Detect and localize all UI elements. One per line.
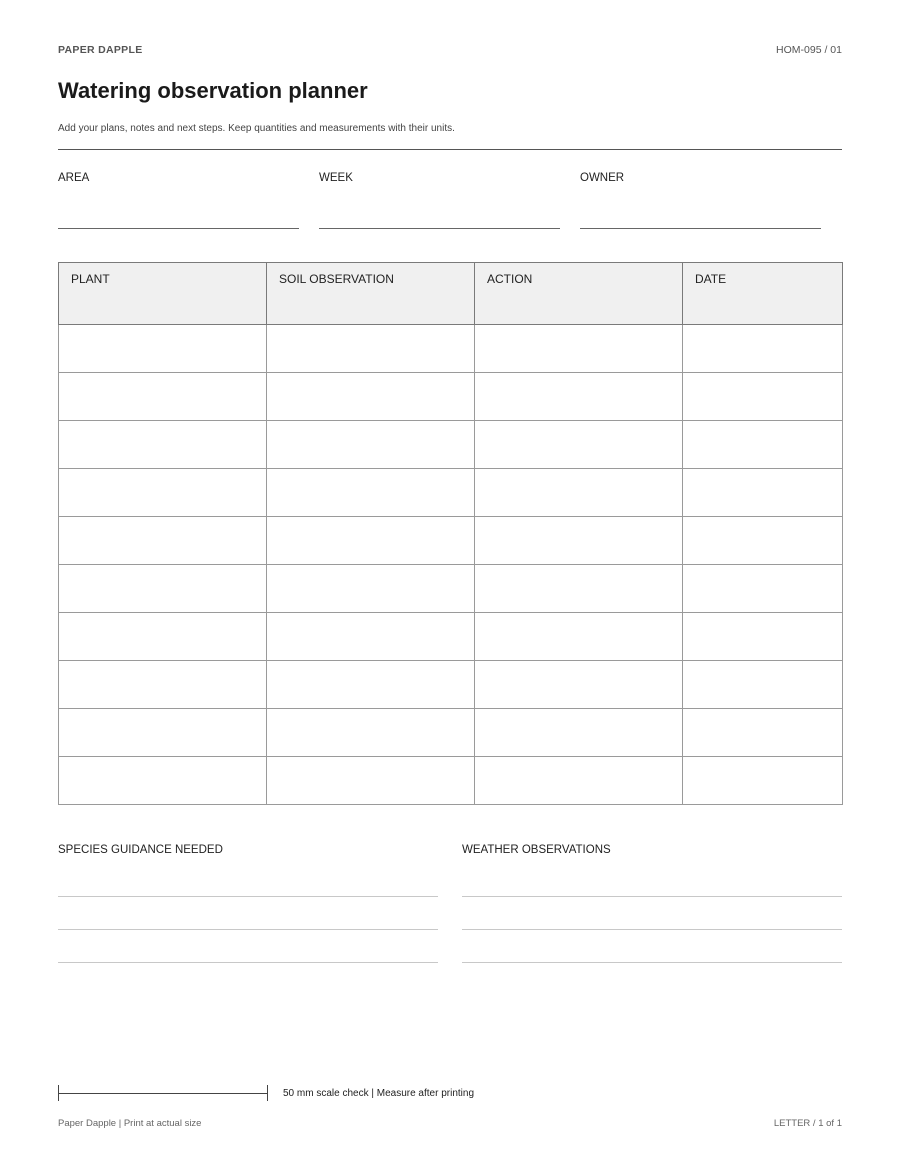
cell-soil-observation[interactable] (267, 565, 475, 613)
column-header-plant: PLANT (59, 263, 267, 325)
column-header-soil-observation: SOIL OBSERVATION (267, 263, 475, 325)
species-guidance-line[interactable] (58, 896, 438, 897)
page-subtitle: Add your plans, notes and next steps. Keep quantities and measurements with their units. (58, 123, 455, 134)
weather-observations-label: WEATHER OBSERVATIONS (462, 844, 611, 856)
observation-table (58, 262, 843, 805)
cell-action[interactable] (475, 709, 683, 757)
cell-action[interactable] (475, 565, 683, 613)
table-row (59, 709, 843, 757)
owner-field-label: OWNER (580, 172, 625, 184)
table-row (59, 661, 843, 709)
cell-plant[interactable] (59, 565, 267, 613)
cell-action[interactable] (475, 469, 683, 517)
week-field-line[interactable] (319, 228, 560, 229)
scale-bar (58, 1093, 267, 1094)
table-row (59, 469, 843, 517)
cell-action[interactable] (475, 421, 683, 469)
species-guidance-line[interactable] (58, 929, 438, 930)
cell-soil-observation[interactable] (267, 709, 475, 757)
cell-plant[interactable] (59, 421, 267, 469)
footer-print-note: Paper Dapple | Print at actual size (58, 1118, 202, 1129)
cell-soil-observation[interactable] (267, 373, 475, 421)
cell-soil-observation[interactable] (267, 325, 475, 373)
species-guidance-section (58, 844, 438, 856)
cell-soil-observation[interactable] (267, 517, 475, 565)
table-row (59, 421, 843, 469)
cell-date[interactable] (683, 373, 843, 421)
scale-check-text: 50 mm scale check | Measure after printing (283, 1088, 475, 1099)
column-header-action: ACTION (475, 263, 683, 325)
cell-date[interactable] (683, 517, 843, 565)
area-field-label: AREA (58, 172, 90, 184)
table-body (59, 325, 843, 805)
cell-soil-observation[interactable] (267, 757, 475, 805)
week-field[interactable] (319, 172, 560, 184)
cell-soil-observation[interactable] (267, 613, 475, 661)
owner-field[interactable] (580, 172, 821, 184)
cell-date[interactable] (683, 421, 843, 469)
cell-action[interactable] (475, 325, 683, 373)
owner-field-line[interactable] (580, 228, 821, 229)
header-divider (58, 149, 842, 150)
area-field[interactable] (58, 172, 299, 184)
column-header-date: DATE (683, 263, 843, 325)
table-row (59, 757, 843, 805)
page-title: Watering observation planner (58, 78, 368, 103)
cell-action[interactable] (475, 373, 683, 421)
table-row (59, 517, 843, 565)
week-field-label: WEEK (319, 172, 353, 184)
cell-plant[interactable] (59, 613, 267, 661)
footer-page-info: LETTER / 1 of 1 (773, 1118, 842, 1129)
cell-plant[interactable] (59, 661, 267, 709)
weather-observations-line[interactable] (462, 962, 842, 963)
cell-action[interactable] (475, 517, 683, 565)
cell-plant[interactable] (59, 325, 267, 373)
cell-soil-observation[interactable] (267, 421, 475, 469)
cell-plant[interactable] (59, 373, 267, 421)
cell-date[interactable] (683, 661, 843, 709)
table-row (59, 373, 843, 421)
table-header-row (59, 263, 843, 325)
cell-date[interactable] (683, 757, 843, 805)
table-row (59, 565, 843, 613)
cell-plant[interactable] (59, 709, 267, 757)
species-guidance-label: SPECIES GUIDANCE NEEDED (58, 844, 223, 856)
table-row (59, 613, 843, 661)
cell-action[interactable] (475, 757, 683, 805)
cell-soil-observation[interactable] (267, 469, 475, 517)
cell-plant[interactable] (59, 517, 267, 565)
weather-observations-section (462, 844, 842, 856)
document-code: HOM-095 / 01 (776, 44, 842, 56)
species-guidance-line[interactable] (58, 962, 438, 963)
cell-action[interactable] (475, 613, 683, 661)
cell-action[interactable] (475, 661, 683, 709)
cell-date[interactable] (683, 709, 843, 757)
weather-observations-line[interactable] (462, 896, 842, 897)
brand-name: PAPER DAPPLE (58, 44, 143, 56)
cell-date[interactable] (683, 613, 843, 661)
table-row (59, 325, 843, 373)
cell-date[interactable] (683, 325, 843, 373)
cell-soil-observation[interactable] (267, 661, 475, 709)
scale-bar-right-tick (267, 1085, 268, 1101)
cell-plant[interactable] (59, 757, 267, 805)
cell-date[interactable] (683, 565, 843, 613)
area-field-line[interactable] (58, 228, 299, 229)
cell-date[interactable] (683, 469, 843, 517)
cell-plant[interactable] (59, 469, 267, 517)
weather-observations-line[interactable] (462, 929, 842, 930)
